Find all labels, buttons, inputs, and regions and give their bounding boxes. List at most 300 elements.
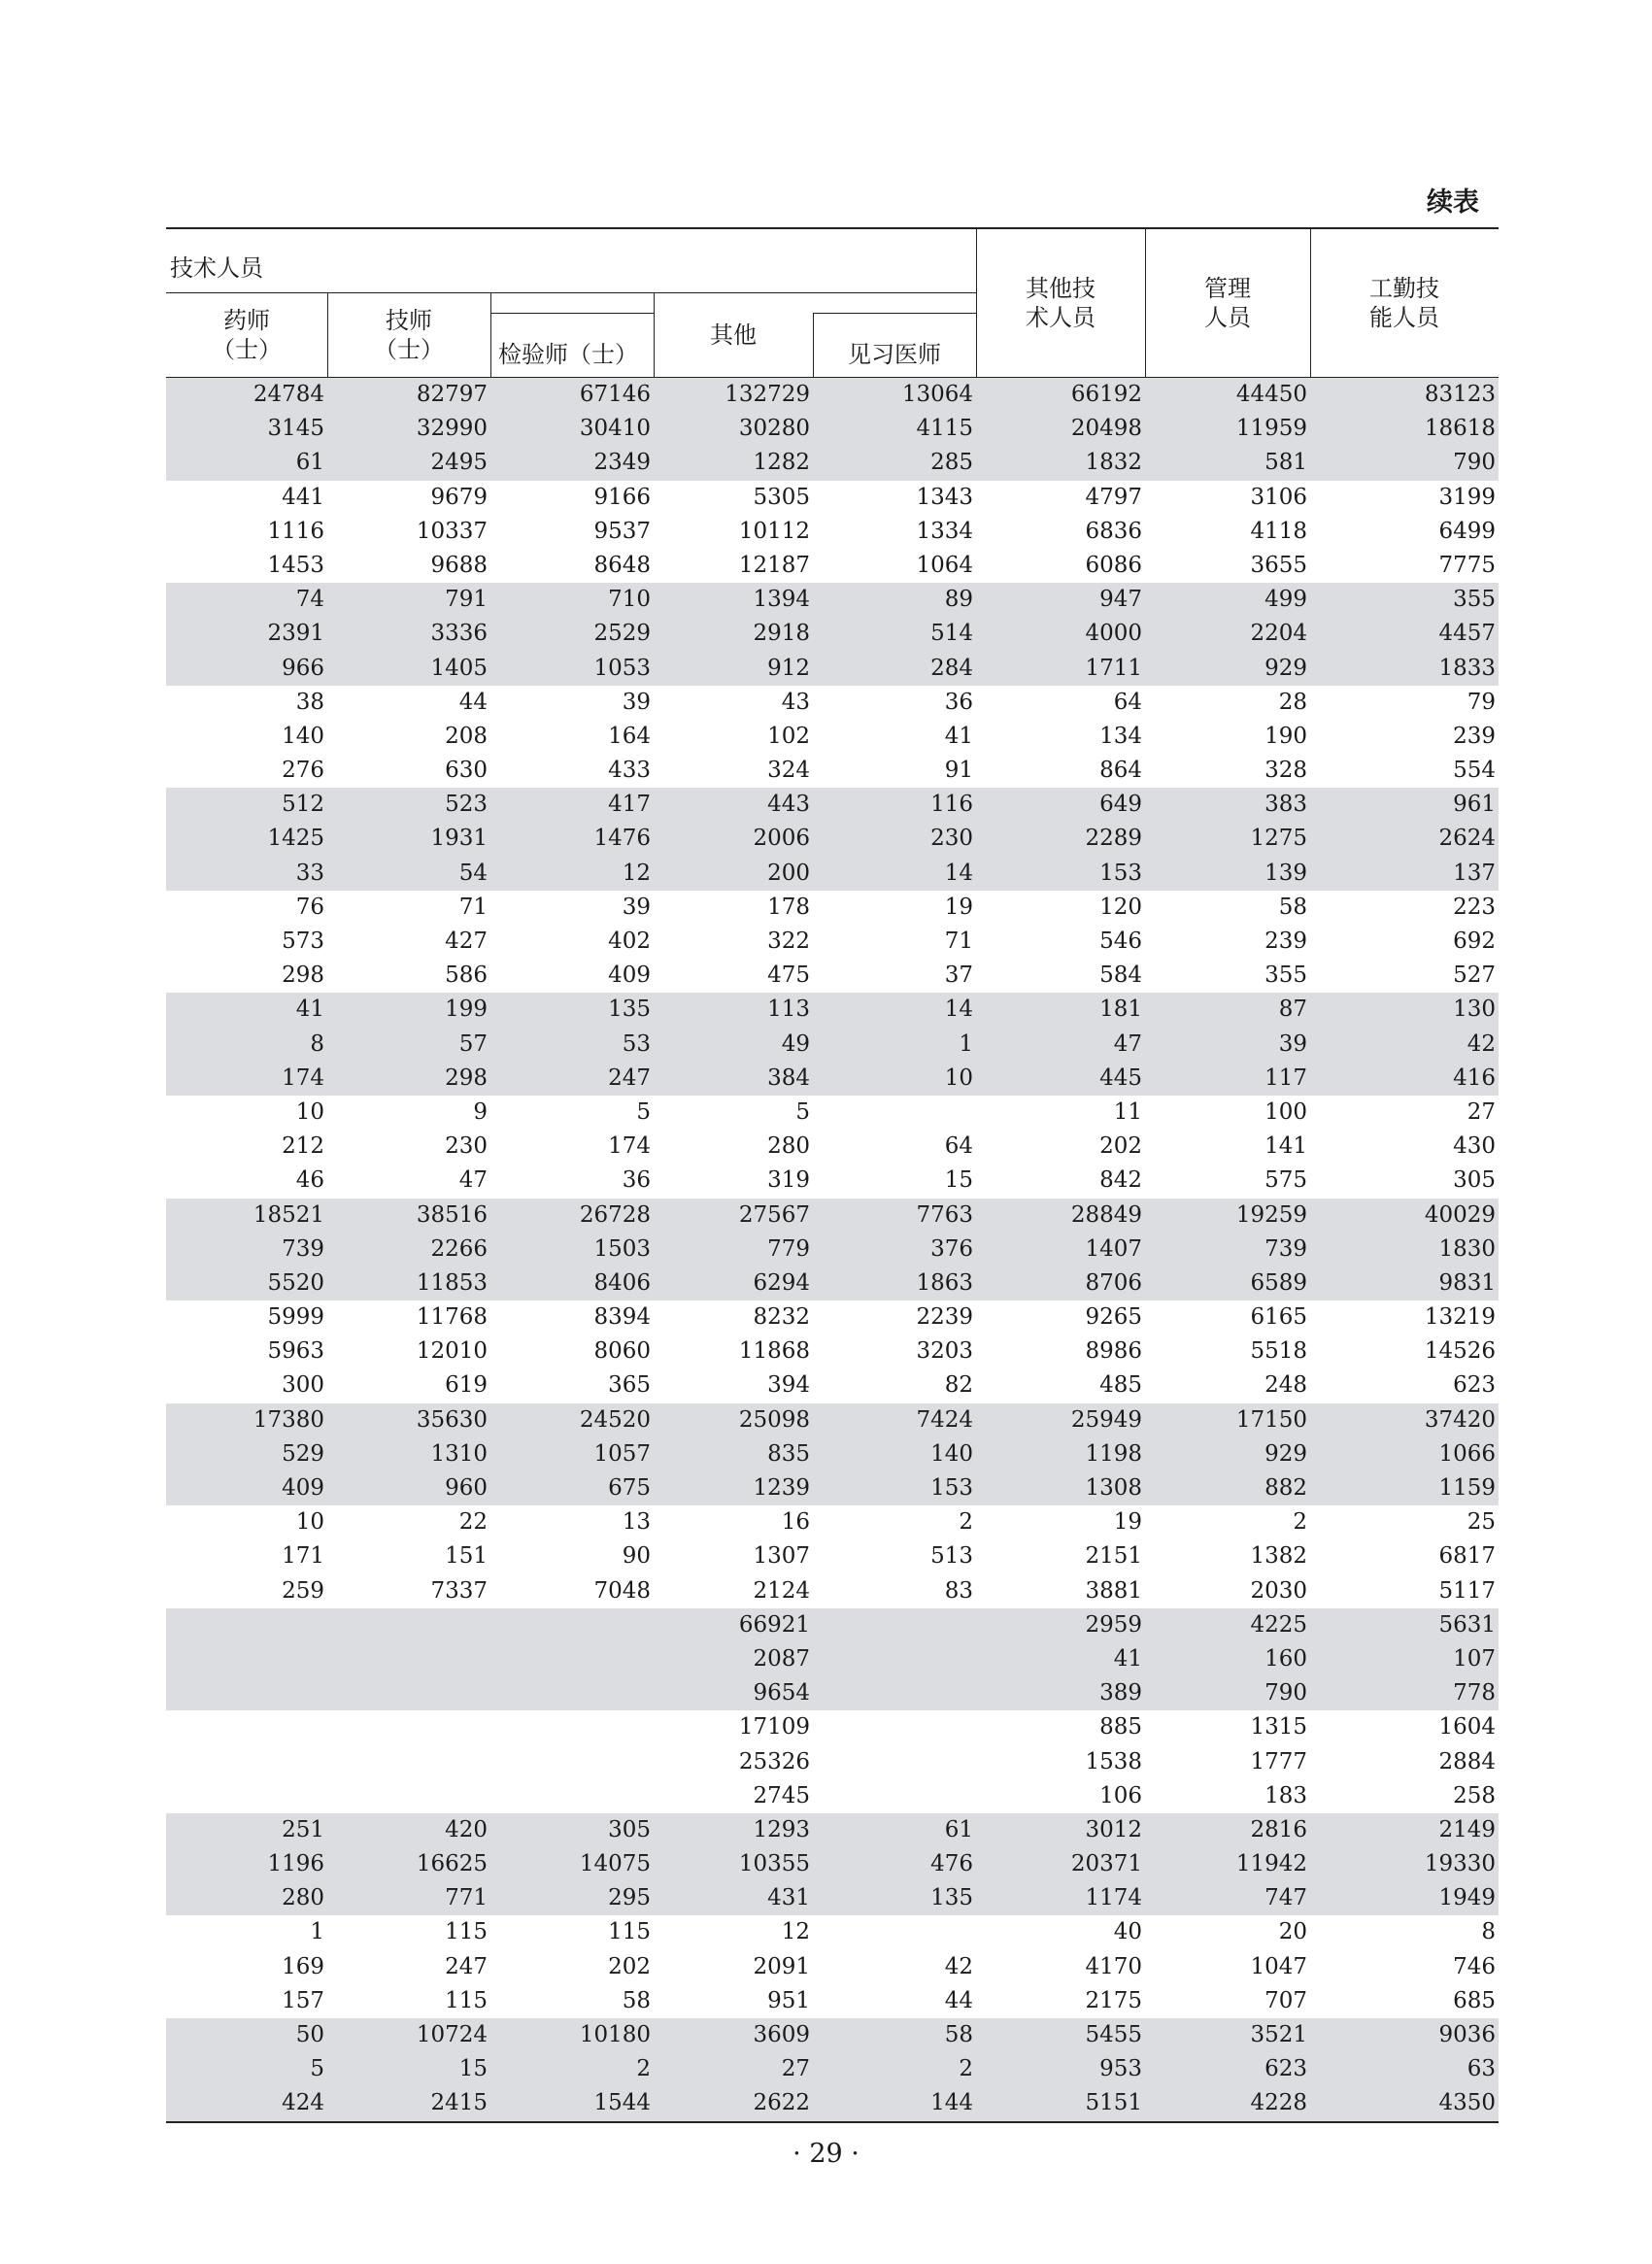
- cell-other: 2091: [753, 1953, 810, 1979]
- cell-lab-technician: 8394: [593, 1304, 651, 1331]
- cell-intern-doctor: 83: [944, 1577, 973, 1604]
- cell-technician: 82797: [416, 382, 488, 407]
- cell-other: 113: [767, 997, 810, 1023]
- cell-pharmacist: 212: [282, 1133, 324, 1160]
- cell-intern-doctor: 14: [944, 997, 973, 1023]
- cell-technician: 9688: [430, 552, 488, 578]
- cell-other: 319: [767, 1167, 810, 1194]
- cell-other: 6294: [753, 1269, 810, 1296]
- table-row: [166, 891, 1499, 925]
- cell-technician: [327, 1745, 490, 1779]
- col-header-technician: 技师 （士）: [374, 307, 444, 363]
- cell-pharmacist: 3145: [267, 416, 324, 442]
- cell-service-workers: 9831: [1438, 1269, 1496, 1296]
- cell-other-tech: 6836: [1085, 518, 1142, 544]
- table-row: [166, 652, 1499, 686]
- cell-technician: 35630: [416, 1406, 488, 1433]
- cell-lab-technician: 9166: [593, 484, 651, 510]
- cell-management: 747: [1264, 1885, 1307, 1911]
- cell-other: 25098: [738, 1406, 810, 1433]
- table-row: [166, 1471, 1499, 1505]
- cell-management: 11942: [1235, 1851, 1307, 1877]
- cell-pharmacist: 5: [310, 2056, 324, 2082]
- cell-intern-doctor: 19: [944, 894, 973, 920]
- cell-other: 49: [781, 1031, 810, 1057]
- cell-intern-doctor: 2: [959, 2056, 973, 2082]
- cell-pharmacist: 76: [295, 894, 324, 920]
- cell-intern-doctor: 37: [944, 963, 973, 989]
- cell-intern-doctor: 91: [944, 758, 973, 784]
- cell-service-workers: 2624: [1438, 826, 1496, 852]
- cell-management: 882: [1264, 1475, 1307, 1501]
- cell-lab-technician: 305: [608, 1816, 651, 1842]
- cell-other-tech: 546: [1099, 929, 1142, 954]
- cell-service-workers: 1830: [1438, 1235, 1496, 1262]
- statistics-table: [166, 227, 1499, 2123]
- cell-management: 100: [1264, 1098, 1307, 1125]
- cell-technician: 11853: [416, 1269, 488, 1296]
- cell-other: 43: [781, 689, 810, 715]
- cell-management: 3655: [1250, 552, 1307, 578]
- cell-service-workers: 14526: [1424, 1338, 1496, 1365]
- cell-other-tech: 4170: [1085, 1953, 1142, 1979]
- cell-lab-technician: [490, 1608, 654, 1642]
- cell-lab-technician: 417: [608, 792, 651, 818]
- cell-other: 16: [781, 1509, 810, 1536]
- cell-lab-technician: 433: [608, 758, 651, 784]
- cell-pharmacist: 441: [282, 484, 324, 510]
- cell-technician: 12010: [416, 1338, 488, 1365]
- cell-lab-technician: 30410: [579, 416, 651, 442]
- cell-other: 835: [767, 1440, 810, 1467]
- cell-management: 141: [1264, 1133, 1307, 1160]
- cell-other-tech: 134: [1099, 723, 1142, 749]
- cell-pharmacist: [166, 1642, 327, 1676]
- table-row: [166, 993, 1499, 1027]
- cell-other: 951: [767, 1987, 810, 2013]
- cell-technician: 208: [445, 723, 488, 749]
- cell-management: 575: [1264, 1167, 1307, 1194]
- cell-intern-doctor: 1: [959, 1031, 973, 1057]
- cell-lab-technician: 295: [608, 1885, 651, 1911]
- cell-management: 1315: [1250, 1714, 1307, 1740]
- table-row: [166, 925, 1499, 959]
- cell-pharmacist: 409: [282, 1475, 324, 1501]
- cell-intern-doctor: [813, 1779, 976, 1813]
- cell-management: 183: [1264, 1782, 1307, 1808]
- cell-lab-technician: 36: [622, 1167, 651, 1194]
- cell-pharmacist: 1: [310, 1919, 324, 1945]
- cell-service-workers: 13219: [1424, 1304, 1496, 1331]
- cell-management: 6589: [1250, 1269, 1307, 1296]
- tech-staff-group-label: 技术人员: [170, 254, 263, 282]
- cell-intern-doctor: [813, 1608, 976, 1642]
- cell-service-workers: 1949: [1438, 1885, 1496, 1911]
- cell-other-tech: 584: [1099, 963, 1142, 989]
- cell-other: 10355: [738, 1851, 810, 1877]
- table-row: [166, 1950, 1499, 1984]
- cell-intern-doctor: 116: [930, 792, 973, 818]
- cell-lab-technician: 53: [622, 1031, 651, 1057]
- col-header-pharmacist: 药师 （士）: [212, 307, 282, 363]
- cell-management: 1047: [1250, 1953, 1307, 1979]
- cell-technician: 2495: [430, 450, 488, 476]
- cell-pharmacist: [166, 1608, 327, 1642]
- cell-other: 384: [767, 1064, 810, 1091]
- cell-technician: 1405: [430, 655, 488, 681]
- table-row: [166, 1301, 1499, 1335]
- cell-pharmacist: 512: [282, 792, 324, 818]
- cell-lab-technician: 135: [608, 997, 651, 1023]
- cell-other-tech: 4797: [1085, 484, 1142, 510]
- cell-lab-technician: 13: [622, 1509, 651, 1536]
- cell-other-tech: 2175: [1085, 1987, 1142, 2013]
- cell-service-workers: 8: [1481, 1919, 1496, 1945]
- cell-lab-technician: 164: [608, 723, 651, 749]
- cell-other-tech: 66192: [1070, 382, 1142, 407]
- cell-management: 1275: [1250, 826, 1307, 852]
- table-row: [166, 2018, 1499, 2052]
- cell-pharmacist: 38: [295, 689, 324, 715]
- cell-other-tech: 41: [1113, 1645, 1142, 1672]
- cell-other-tech: 5455: [1085, 2022, 1142, 2047]
- table-row: [166, 583, 1499, 617]
- cell-management: 355: [1264, 963, 1307, 989]
- cell-other-tech: 47: [1113, 1031, 1142, 1057]
- cell-other-tech: 202: [1099, 1133, 1142, 1160]
- cell-management: 499: [1264, 587, 1307, 613]
- cell-lab-technician: 1544: [593, 2090, 651, 2116]
- cell-management: 929: [1264, 1440, 1307, 1467]
- cell-technician: 47: [458, 1167, 488, 1194]
- cell-lab-technician: 710: [608, 587, 651, 613]
- cell-management: 44450: [1235, 382, 1307, 407]
- cell-technician: 2415: [430, 2090, 488, 2116]
- cell-other: 2006: [753, 826, 810, 852]
- cell-service-workers: 5117: [1438, 1577, 1496, 1604]
- cell-other: 11868: [738, 1338, 810, 1365]
- cell-intern-doctor: 82: [944, 1372, 973, 1399]
- cell-other-tech: 181: [1099, 997, 1142, 1023]
- cell-intern-doctor: [813, 1745, 976, 1779]
- cell-other: 431: [767, 1885, 810, 1911]
- cell-service-workers: 623: [1453, 1372, 1496, 1399]
- cell-technician: 44: [458, 689, 488, 715]
- cell-technician: 230: [445, 1133, 488, 1160]
- cell-service-workers: 7775: [1438, 552, 1496, 578]
- cell-other-tech: 8706: [1085, 1269, 1142, 1296]
- cell-other: 27567: [738, 1201, 810, 1228]
- cell-other: 5305: [753, 484, 810, 510]
- cell-management: 4228: [1250, 2090, 1307, 2116]
- cell-lab-technician: 39: [622, 689, 651, 715]
- cell-management: 4225: [1250, 1611, 1307, 1638]
- cell-lab-technician: 1503: [593, 1235, 651, 1262]
- cell-service-workers: 19330: [1424, 1851, 1496, 1877]
- cell-service-workers: 527: [1453, 963, 1496, 989]
- cell-management: 929: [1264, 655, 1307, 681]
- cell-intern-doctor: 376: [930, 1235, 973, 1262]
- cell-service-workers: 416: [1453, 1064, 1496, 1091]
- cell-other: 3609: [753, 2022, 810, 2047]
- cell-intern-doctor: [813, 1642, 976, 1676]
- cell-other: 30280: [738, 416, 810, 442]
- cell-technician: 22: [458, 1509, 488, 1536]
- cell-service-workers: 130: [1453, 997, 1496, 1023]
- cell-other: 27: [781, 2056, 810, 2082]
- cell-other: 5: [795, 1098, 810, 1125]
- cell-intern-doctor: 36: [944, 689, 973, 715]
- cell-service-workers: 746: [1453, 1953, 1496, 1979]
- cell-lab-technician: 1053: [593, 655, 651, 681]
- cell-management: 383: [1264, 792, 1307, 818]
- cell-service-workers: 1159: [1438, 1475, 1496, 1501]
- cell-lab-technician: 675: [608, 1475, 651, 1501]
- table-row: [166, 1505, 1499, 1539]
- cell-other-tech: 1832: [1085, 450, 1142, 476]
- cell-technician: [327, 1710, 490, 1744]
- cell-pharmacist: 24784: [253, 382, 324, 407]
- cell-lab-technician: [490, 1642, 654, 1676]
- cell-service-workers: 778: [1453, 1680, 1496, 1706]
- cell-management: 2204: [1250, 621, 1307, 647]
- cell-other: 102: [767, 723, 810, 749]
- cell-other: 200: [767, 860, 810, 886]
- table-row: [166, 617, 1499, 651]
- cell-technician: 9679: [430, 484, 488, 510]
- cell-pharmacist: 1196: [267, 1851, 324, 1877]
- cell-lab-technician: 174: [608, 1133, 651, 1160]
- cell-pharmacist: 276: [282, 758, 324, 784]
- cell-management: 190: [1264, 723, 1307, 749]
- continued-label: 续表: [1427, 187, 1479, 218]
- cell-technician: 298: [445, 1064, 488, 1091]
- cell-technician: 71: [458, 894, 488, 920]
- cell-intern-doctor: 61: [944, 1816, 973, 1842]
- cell-lab-technician: 365: [608, 1372, 651, 1399]
- cell-intern-doctor: 153: [930, 1475, 973, 1501]
- cell-intern-doctor: 10: [944, 1064, 973, 1091]
- cell-other: 1293: [753, 1816, 810, 1842]
- cell-management: 1382: [1250, 1543, 1307, 1570]
- cell-management: 17150: [1235, 1406, 1307, 1433]
- cell-pharmacist: 18521: [253, 1201, 324, 1228]
- cell-technician: 9: [473, 1098, 488, 1125]
- cell-pharmacist: 157: [282, 1987, 324, 2013]
- cell-other: 1307: [753, 1543, 810, 1570]
- cell-intern-doctor: 1863: [916, 1269, 973, 1296]
- cell-intern-doctor: [813, 1096, 976, 1130]
- cell-lab-technician: 402: [608, 929, 651, 954]
- table-row: [166, 2086, 1499, 2120]
- cell-other: 8232: [753, 1304, 810, 1331]
- cell-service-workers: 355: [1453, 587, 1496, 613]
- cell-intern-doctor: 1343: [916, 484, 973, 510]
- col-header-other-tech: 其他技 术人员: [1026, 275, 1096, 331]
- cell-other-tech: 8986: [1085, 1338, 1142, 1365]
- cell-pharmacist: 50: [295, 2022, 324, 2047]
- cell-other: 10112: [738, 518, 810, 544]
- table-row: [166, 1539, 1499, 1573]
- table-row: [166, 1779, 1499, 1813]
- table-row: [166, 1164, 1499, 1198]
- cell-lab-technician: 8060: [593, 1338, 651, 1365]
- table-row: [166, 1096, 1499, 1130]
- cell-other: 2124: [753, 1577, 810, 1604]
- cell-lab-technician: 58: [622, 1987, 651, 2013]
- cell-other-tech: 4000: [1085, 621, 1142, 647]
- cell-pharmacist: [166, 1710, 327, 1744]
- cell-pharmacist: 169: [282, 1953, 324, 1979]
- cell-pharmacist: 1116: [267, 518, 324, 544]
- cell-service-workers: 554: [1453, 758, 1496, 784]
- table-row: [166, 754, 1499, 788]
- cell-pharmacist: [166, 1676, 327, 1710]
- table-row: [166, 1130, 1499, 1164]
- cell-intern-doctor: 135: [930, 1885, 973, 1911]
- cell-other: 1239: [753, 1475, 810, 1501]
- cell-management: 4118: [1250, 518, 1307, 544]
- cell-intern-doctor: 7424: [916, 1406, 973, 1433]
- cell-other: 324: [767, 758, 810, 784]
- cell-lab-technician: 2529: [593, 621, 651, 647]
- cell-technician: 10724: [416, 2022, 488, 2047]
- cell-other: 2918: [753, 621, 810, 647]
- cell-service-workers: 305: [1453, 1167, 1496, 1194]
- cell-technician: 199: [445, 997, 488, 1023]
- cell-lab-technician: 26728: [579, 1201, 651, 1228]
- cell-management: 58: [1278, 894, 1307, 920]
- cell-management: 3106: [1250, 484, 1307, 510]
- cell-pharmacist: 739: [282, 1235, 324, 1262]
- cell-other-tech: 864: [1099, 758, 1142, 784]
- tech-staff-group-header: [166, 229, 976, 293]
- col-header-other: 其他: [710, 321, 757, 349]
- cell-intern-doctor: 230: [930, 826, 973, 852]
- cell-intern-doctor: 64: [944, 1133, 973, 1160]
- table-row: [166, 1199, 1499, 1233]
- cell-other-tech: 445: [1099, 1064, 1142, 1091]
- cell-service-workers: 4457: [1438, 621, 1496, 647]
- cell-intern-doctor: 514: [930, 621, 973, 647]
- cell-intern-doctor: 7763: [916, 1201, 973, 1228]
- cell-pharmacist: 280: [282, 1885, 324, 1911]
- cell-pharmacist: 10: [295, 1098, 324, 1125]
- cell-lab-technician: 409: [608, 963, 651, 989]
- cell-management: 239: [1264, 929, 1307, 954]
- cell-other: 25326: [738, 1748, 810, 1774]
- cell-other: 1282: [753, 450, 810, 476]
- cell-other-tech: 19: [1113, 1509, 1142, 1536]
- cell-other: 2622: [753, 2090, 810, 2116]
- cell-lab-technician: 115: [608, 1919, 651, 1945]
- cell-management: 117: [1264, 1064, 1307, 1091]
- cell-other-tech: 3881: [1085, 1577, 1142, 1604]
- col-header-intern-doctor-cell: [813, 293, 976, 377]
- cell-intern-doctor: [813, 1915, 976, 1949]
- cell-management: 160: [1264, 1645, 1307, 1672]
- cell-management: 19259: [1235, 1201, 1307, 1228]
- cell-intern-doctor: 284: [930, 655, 973, 681]
- cell-other: 475: [767, 963, 810, 989]
- cell-service-workers: 37420: [1424, 1406, 1496, 1433]
- cell-service-workers: 5631: [1438, 1611, 1496, 1638]
- cell-other-tech: 28849: [1070, 1201, 1142, 1228]
- cell-intern-doctor: 14: [944, 860, 973, 886]
- cell-management: 248: [1264, 1372, 1307, 1399]
- cell-intern-doctor: [813, 1676, 976, 1710]
- cell-pharmacist: 966: [282, 655, 324, 681]
- table-row: [166, 1028, 1499, 1062]
- cell-technician: 247: [445, 1953, 488, 1979]
- cell-management: 623: [1264, 2056, 1307, 2082]
- cell-technician: 3336: [430, 621, 488, 647]
- table-row: [166, 1676, 1499, 1710]
- cell-service-workers: 961: [1453, 792, 1496, 818]
- cell-intern-doctor: 4115: [916, 416, 973, 442]
- table-row: [166, 788, 1499, 822]
- cell-intern-doctor: 476: [930, 1851, 973, 1877]
- cell-intern-doctor: 2: [959, 1509, 973, 1536]
- table-row: [166, 378, 1499, 412]
- cell-pharmacist: 259: [282, 1577, 324, 1604]
- cell-other: 779: [767, 1235, 810, 1262]
- cell-other-tech: 2289: [1085, 826, 1142, 852]
- cell-management: 581: [1264, 450, 1307, 476]
- cell-other: 17109: [738, 1714, 810, 1740]
- cell-intern-doctor: 15: [944, 1167, 973, 1194]
- cell-technician: 771: [445, 1885, 488, 1911]
- col-header-management: 管理 人员: [1204, 275, 1251, 331]
- cell-technician: 115: [445, 1987, 488, 2013]
- cell-pharmacist: 46: [295, 1167, 324, 1194]
- cell-lab-technician: [490, 1745, 654, 1779]
- cell-pharmacist: 573: [282, 929, 324, 954]
- cell-service-workers: 3199: [1438, 484, 1496, 510]
- cell-other-tech: 9265: [1085, 1304, 1142, 1331]
- cell-pharmacist: 5999: [267, 1304, 324, 1331]
- cell-other-tech: 2959: [1085, 1611, 1142, 1638]
- cell-lab-technician: 2349: [593, 450, 651, 476]
- cell-management: 39: [1278, 1031, 1307, 1057]
- cell-other-tech: 1308: [1085, 1475, 1142, 1501]
- cell-other-tech: 20371: [1070, 1851, 1142, 1877]
- cell-other: 280: [767, 1133, 810, 1160]
- cell-management: 328: [1264, 758, 1307, 784]
- cell-intern-doctor: 42: [944, 1953, 973, 1979]
- cell-lab-technician: 1057: [593, 1440, 651, 1467]
- cell-service-workers: 223: [1453, 894, 1496, 920]
- table-row: [166, 481, 1499, 515]
- cell-technician: 1931: [430, 826, 488, 852]
- table-row: [166, 720, 1499, 754]
- cell-other-tech: 1198: [1085, 1440, 1142, 1467]
- table-row: [166, 857, 1499, 891]
- cell-pharmacist: 1453: [267, 552, 324, 578]
- cell-other-tech: 6086: [1085, 552, 1142, 578]
- cell-other-tech: 885: [1099, 1714, 1142, 1740]
- cell-service-workers: 685: [1453, 1987, 1496, 2013]
- cell-service-workers: 692: [1453, 929, 1496, 954]
- cell-other: 1394: [753, 587, 810, 613]
- cell-other: 912: [767, 655, 810, 681]
- cell-intern-doctor: 2239: [916, 1304, 973, 1331]
- cell-pharmacist: 33: [295, 860, 324, 886]
- cell-service-workers: 4350: [1438, 2090, 1496, 2116]
- table-row: [166, 412, 1499, 446]
- cell-technician: 791: [445, 587, 488, 613]
- cell-service-workers: 1066: [1438, 1440, 1496, 1467]
